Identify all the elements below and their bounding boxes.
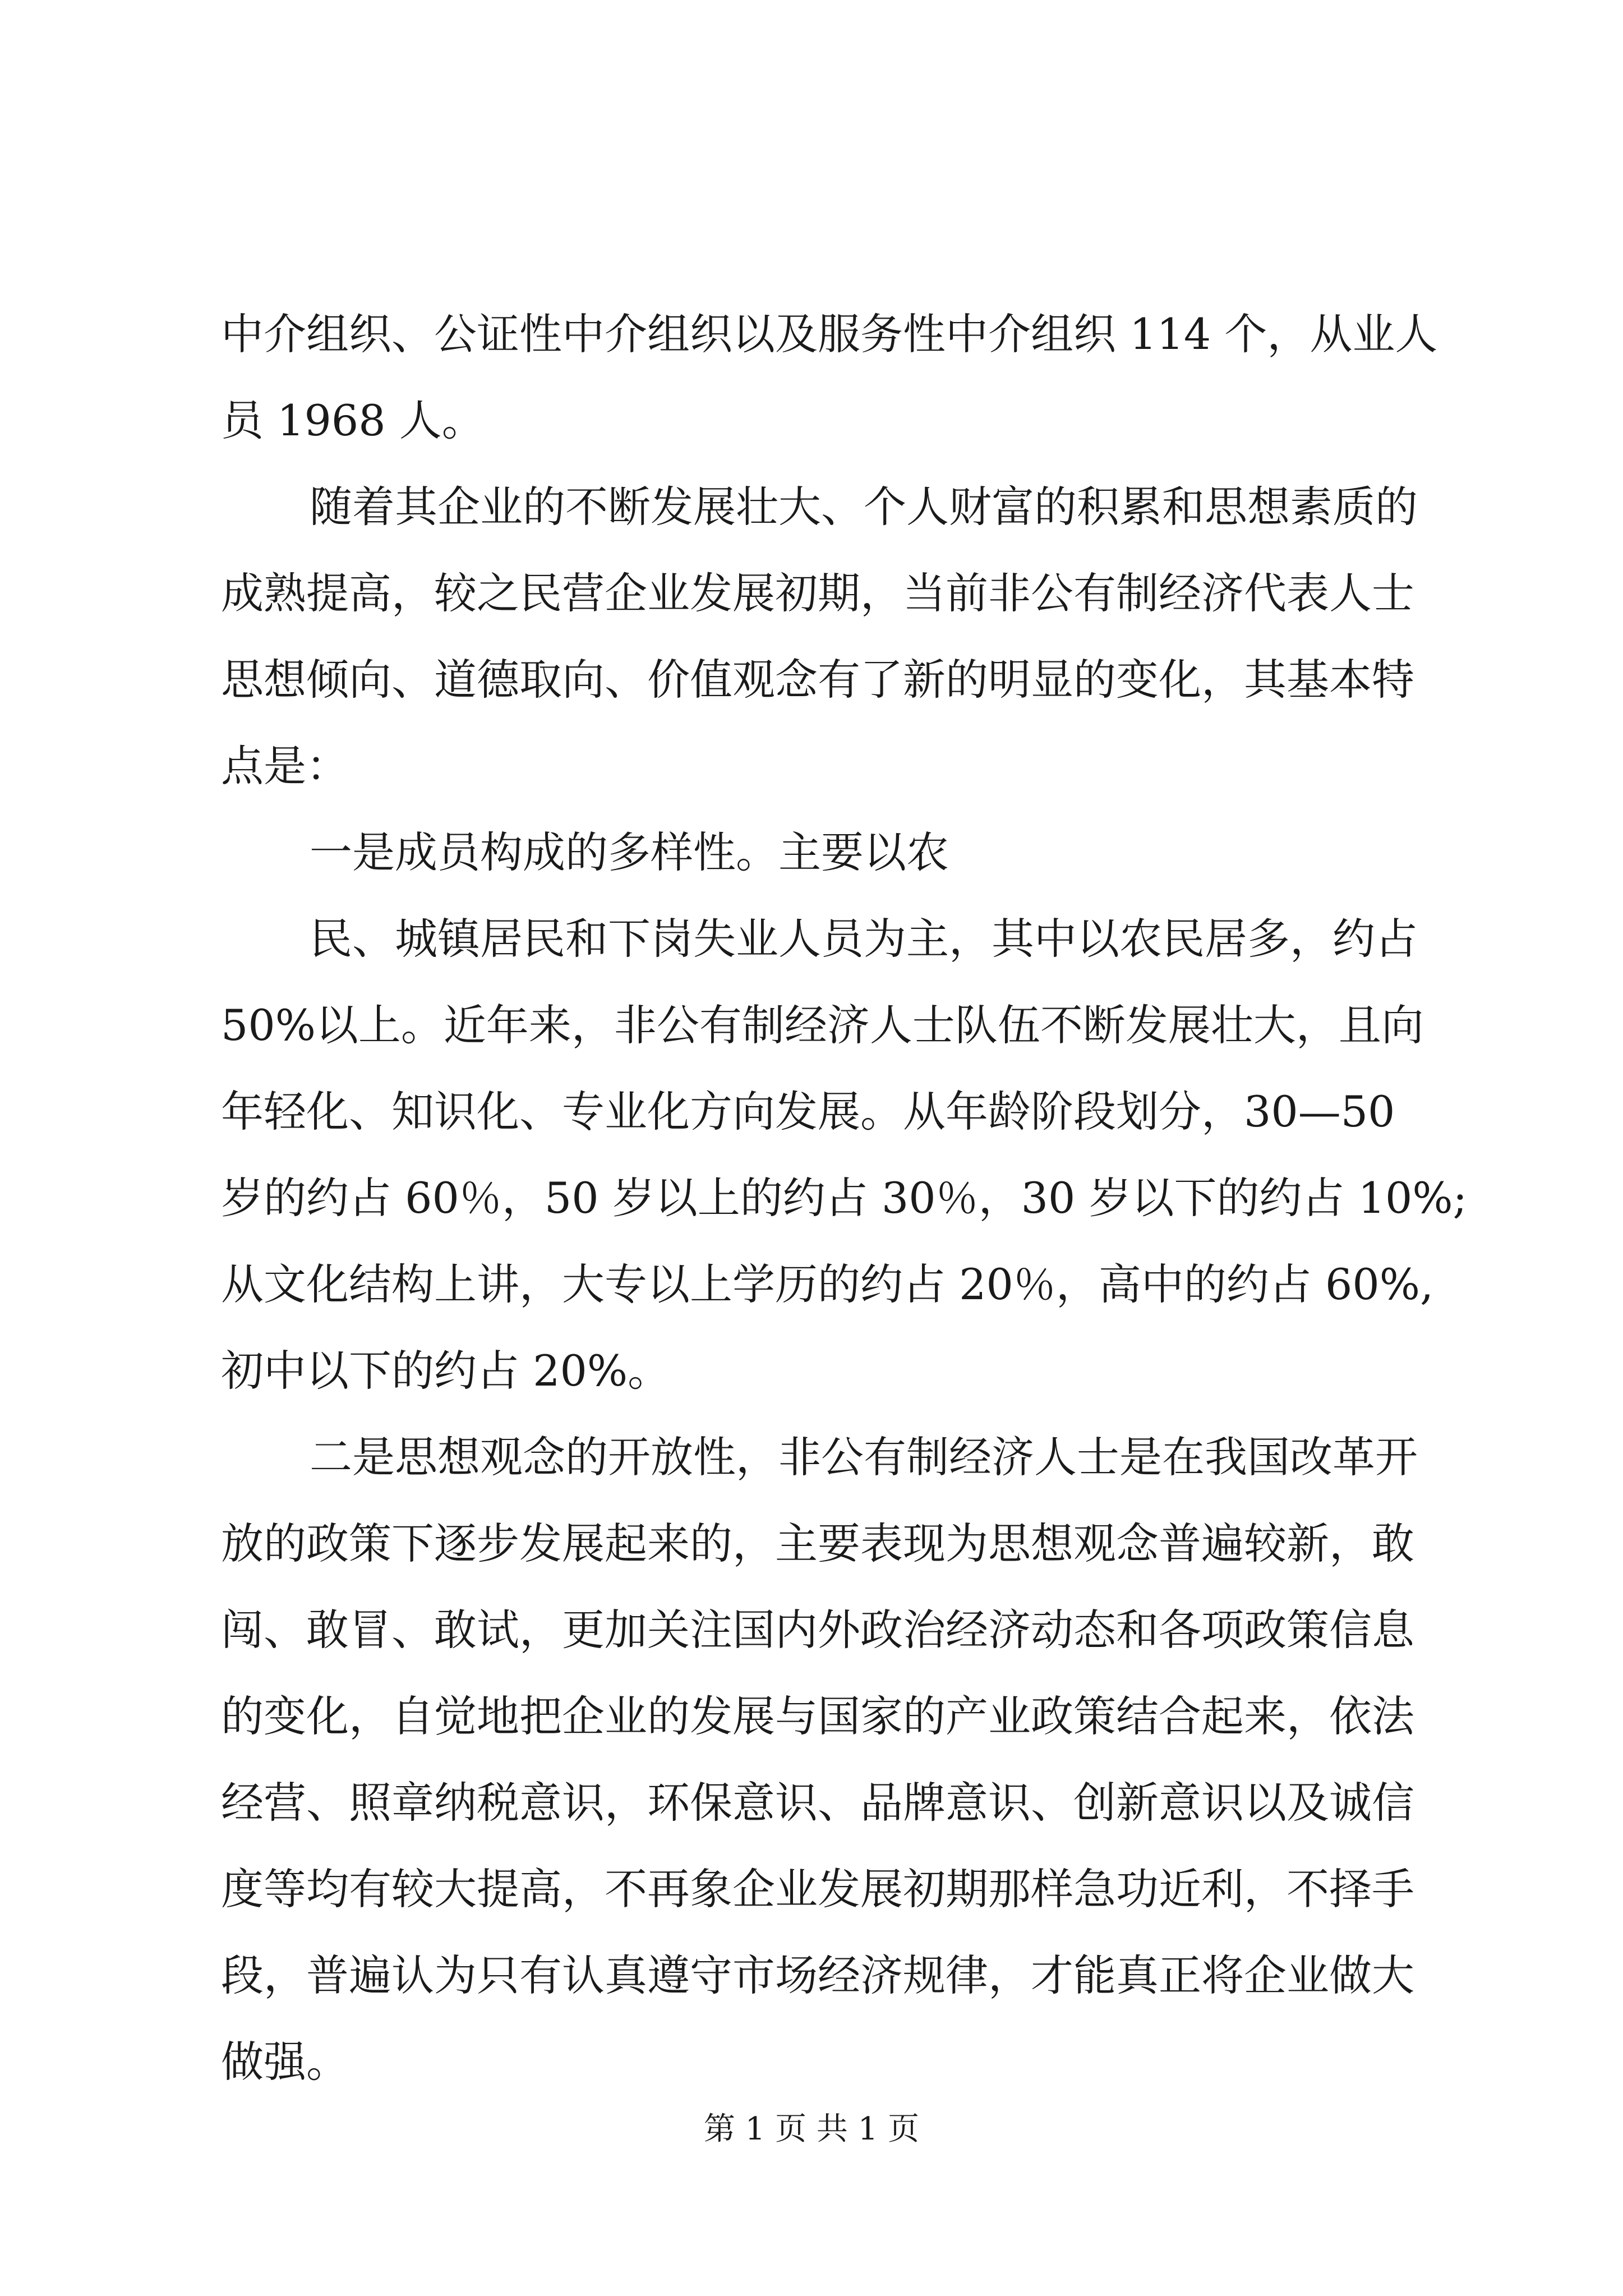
text-line: 二是思想观念的开放性，非公有制经济人士是在我国改革开 xyxy=(310,1432,1418,1482)
text-line: 做强。 xyxy=(221,2037,349,2087)
text-line: 员 1968 人。 xyxy=(221,395,485,445)
text-line: 闯、敢冒、敢试，更加关注国内外政治经济动态和各项政策信息 xyxy=(221,1605,1414,1655)
text-line: 经营、照章纳税意识，环保意识、品牌意识、创新意识以及诚信 xyxy=(221,1778,1414,1828)
text-line: 度等均有较大提高，不再象企业发展初期那样急功近利，不择手 xyxy=(221,1864,1414,1914)
text-line: 民、城镇居民和下岗失业人员为主，其中以农民居多，约占 xyxy=(310,914,1418,964)
text-line: 放的政策下逐步发展起来的，主要表现为思想观念普遍较新，敢 xyxy=(221,1519,1414,1568)
text-line: 点是： xyxy=(221,741,349,791)
text-line: 段，普遍认为只有认真遵守市场经济规律，才能真正将企业做大 xyxy=(221,1950,1414,2000)
text-line: 从文化结构上讲，大专以上学历的约占 20％，高中的约占 60%, xyxy=(221,1259,1434,1309)
text-line: 初中以下的约占 20%。 xyxy=(221,1346,671,1396)
text-line: 一是成员构成的多样性。主要以农 xyxy=(310,827,949,877)
text-line: 成熟提高，较之民营企业发展初期，当前非公有制经济代表人士 xyxy=(221,568,1414,618)
text-line: 年轻化、知识化、专业化方向发展。从年龄阶段划分，30—50 xyxy=(221,1087,1395,1137)
text-line: 随着其企业的不断发展壮大、个人财富的积累和思想素质的 xyxy=(310,482,1418,532)
text-line: 岁的约占 60％，50 岁以上的约占 30％，30 岁以下的约占 10%; xyxy=(221,1173,1468,1223)
text-line: 的变化，自觉地把企业的发展与国家的产业政策结合起来，依法 xyxy=(221,1691,1414,1741)
text-line: 中介组织、公证性中介组织以及服务性中介组织 114 个，从业人 xyxy=(221,309,1438,359)
text-line: 思想倾向、道德取向、价值观念有了新的明显的变化，其基本特 xyxy=(221,655,1414,705)
page-number-footer: 第 1 页 共 1 页 xyxy=(703,2111,920,2147)
text-line: 50%以上。近年来，非公有制经济人士队伍不断发展壮大，且向 xyxy=(221,1000,1424,1050)
